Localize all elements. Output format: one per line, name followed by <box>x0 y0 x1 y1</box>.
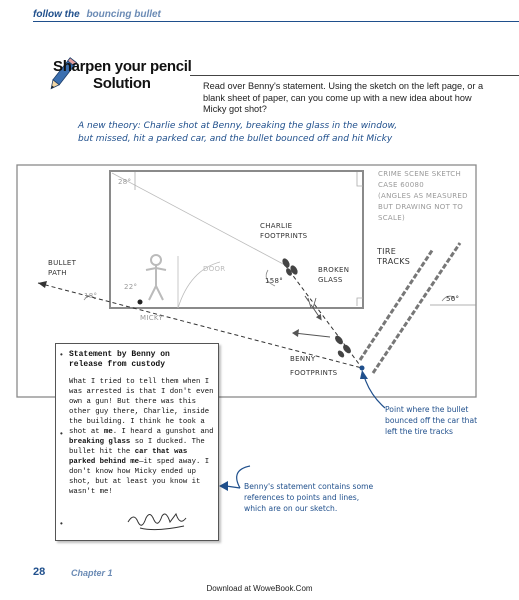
tire-tracks-label <box>377 247 410 267</box>
bullet-path-1: BULLET <box>48 259 77 267</box>
bounce-point-callout <box>385 404 477 437</box>
bounce-point <box>360 366 365 371</box>
references-callout <box>244 481 373 514</box>
statement-seg-bold: car that was parked behind me <box>69 448 188 466</box>
arrow-lower <box>294 333 330 337</box>
benny-statement-note <box>55 343 219 541</box>
broken-glass-1: BROKEN <box>318 266 350 274</box>
shot-line-faint <box>112 173 285 265</box>
bullet-path-label <box>48 258 76 278</box>
angle-car-label: 56° <box>446 295 460 303</box>
charlie-label-2: FOOTPRINTS <box>260 232 308 240</box>
angle-mid-label: 22° <box>124 283 138 291</box>
door-label: DOOR <box>203 265 226 273</box>
statement-seg-bold: me <box>104 428 113 436</box>
angle-top-label: 28° <box>118 178 132 186</box>
stick-figure-icon <box>146 255 166 300</box>
benny-label-1: BENNY <box>290 355 316 363</box>
micky-point <box>138 300 143 305</box>
broken-glass-2: GLASS <box>318 276 343 284</box>
sharpen-line2: Solution <box>93 75 151 92</box>
tire-tracks-1: TIRE <box>377 247 397 256</box>
tire-tracks-2: TRACKS <box>377 257 411 266</box>
download-credit: Download at WoweBook.Com <box>206 584 313 593</box>
instructions-text: Read over Benny's statement. Using the sketch on the left page, or a blank sheet of paper, can you come up with a new idea about how Micky got shot? <box>203 81 484 114</box>
note-bullet-mid: • <box>60 429 63 438</box>
angle-left-label: 18° <box>84 292 98 300</box>
bullet-path-2: PATH <box>48 269 67 277</box>
benny-signature <box>126 504 196 534</box>
benny-label-2: FOOTPRINTS <box>290 369 338 377</box>
bounce-callout-3: left the tire tracks <box>385 427 453 436</box>
bounce-callout-2: bounced off the car that <box>385 416 478 425</box>
statement-seg: so I ducked. The bullet hit the <box>69 438 205 456</box>
sketch-note-4: BUT DRAWING NOT TO <box>378 203 464 211</box>
statement-title <box>69 350 170 370</box>
new-theory-text: A new theory: Charlie shot at Benny, breaking the glass in the window, but missed, hit a parked car, and the bullet bounced off and hit Micky <box>78 121 398 144</box>
bounce-callout-arrow <box>364 376 385 408</box>
references-callout-3: which are on our sketch. <box>244 504 338 513</box>
bullet-arrowhead <box>38 281 47 288</box>
charlie-footprints-icon <box>281 257 299 277</box>
broken-glass-label <box>318 265 349 285</box>
charlie-label-1: CHARLIE <box>260 222 293 230</box>
note-bullet-bottom: • <box>60 519 63 528</box>
bounce-callout-1: Point where the bullet <box>385 405 469 414</box>
page-number: 28 <box>33 566 46 578</box>
statement-seg: What I tried to tell them when I was arrested is that I don't even own a gun! But there was this other guy there, Charlie, inside the building. I think he took a shot at <box>69 378 214 436</box>
references-callout-2: references to points and lines, <box>244 493 360 502</box>
micky-label: MICKY <box>140 314 164 322</box>
statement-body <box>69 377 217 497</box>
sharpen-line1: Sharpen your pencil <box>53 58 192 75</box>
sketch-note-1: CRIME SCENE SKETCH <box>378 170 462 178</box>
angle-right-label: 158° <box>265 277 284 285</box>
references-callout-1: Benny's statement contains some <box>244 482 374 491</box>
statement-title-2: release from custody <box>69 360 166 369</box>
statement-seg: —it sped away. I don't know how Micky ended up shot, but at least you know it wasn't me! <box>69 458 210 496</box>
chapter-label: Chapter 1 <box>71 568 113 578</box>
note-bullet-top: • <box>60 350 63 359</box>
statement-seg: . I heard a gunshot and <box>112 428 214 436</box>
charlie-footprints-label <box>260 221 307 241</box>
statement-seg-bold: breaking glass <box>69 438 131 446</box>
header-subtitle: bouncing bullet <box>86 9 161 20</box>
sketch-note-3: (ANGLES AS MEASURED <box>378 192 468 200</box>
sketch-note-2: CASE 60080 <box>378 181 425 189</box>
sketch-note-5: SCALE) <box>378 214 405 222</box>
statement-title-1: Statement by Benny on <box>69 350 170 359</box>
sketch-notes <box>378 169 468 224</box>
benny-footprints-label <box>290 352 337 380</box>
header-section: follow the <box>33 9 80 20</box>
